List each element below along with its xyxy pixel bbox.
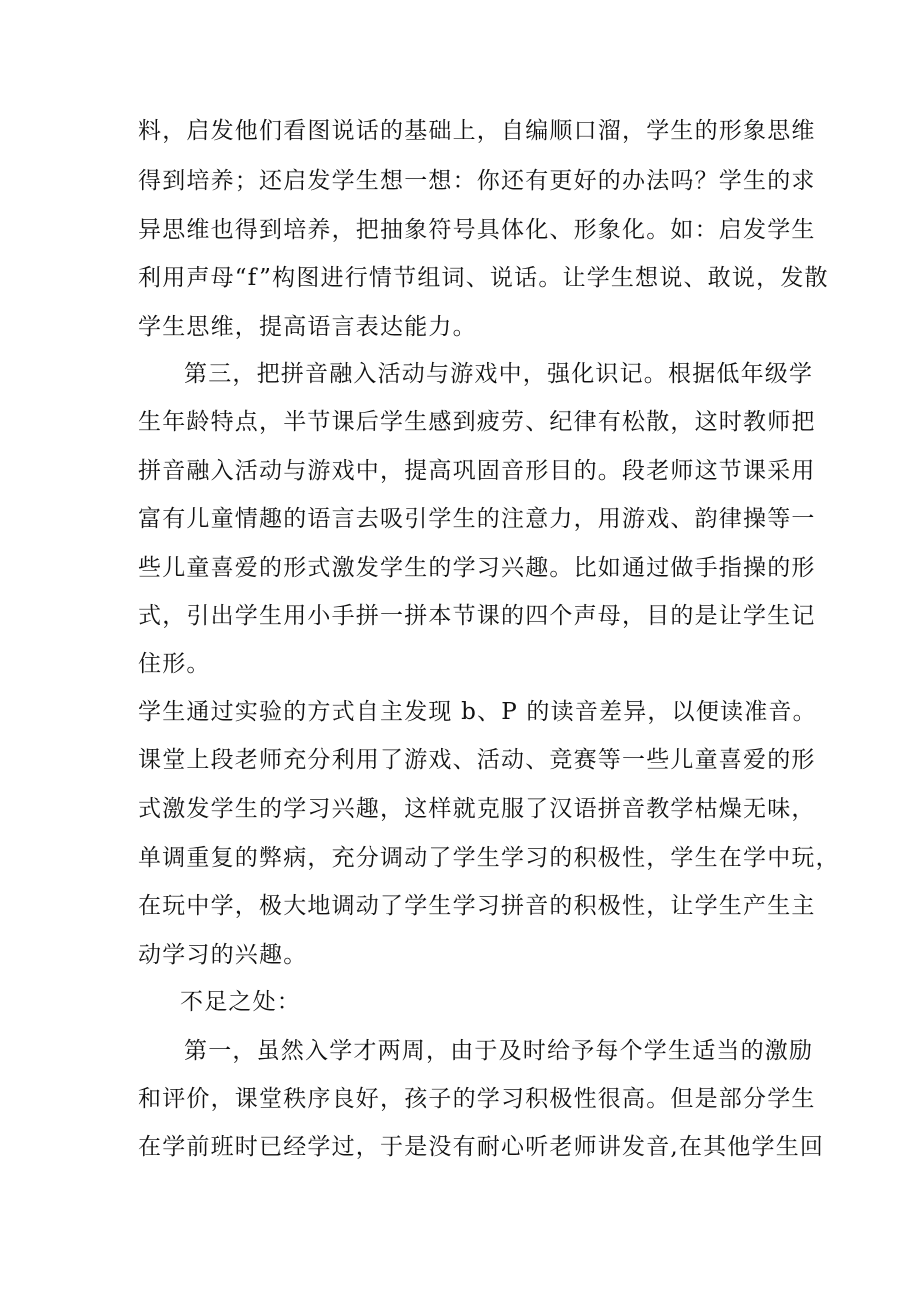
text-line: 课堂上段老师充分利用了游戏、活动、竞赛等一些儿童喜爱的形 — [138, 747, 816, 773]
text-line: 拼音融入活动与游戏中，提高巩固音形目的。段老师这节课采用 — [138, 458, 816, 484]
paragraph-first-line: 第三，把拼音融入活动与游戏中，强化识记。根据低年级学 — [184, 361, 814, 387]
text-line: 单调重复的弊病，充分调动了学生学习的积极性，学生在学中玩， — [138, 845, 840, 871]
text-line: 些儿童喜爱的形式激发学生的学习兴趣。比如通过做手指操的形 — [138, 555, 816, 581]
text-line: 动学习的兴趣。 — [138, 942, 308, 968]
text-line: 在玩中学，极大地调动了学生学习拼音的积极性，让学生产生主 — [138, 893, 816, 919]
text-line: 异思维也得到培养，把抽象符号具体化、形象化。如：启发学生 — [138, 217, 816, 243]
text-line: 学生思维，提高语言表达能力。 — [138, 314, 477, 340]
section-heading: 不足之处： — [180, 989, 301, 1015]
text-line: 生年龄特点，半节课后学生感到疲劳、纪律有松散，这时教师把 — [138, 409, 816, 435]
text-line: 料，启发他们看图说话的基础上，自编顺口溜，学生的形象思维 — [138, 118, 816, 144]
text-line: 住形。 — [138, 651, 211, 677]
text-line: 学生通过实验的方式自主发现 b、P 的读音差异，以便读准音。 — [138, 699, 817, 725]
text-line: 得到培养；还启发学生想一想：你还有更好的办法吗？学生的求 — [138, 168, 816, 194]
text-line: 富有儿童情趣的语言去吸引学生的注意力，用游戏、韵律操等一 — [138, 506, 816, 532]
text-line: 式激发学生的学习兴趣，这样就克服了汉语拼音教学枯燥无味， — [138, 796, 816, 822]
text-line: 式，引出学生用小手拼一拼本节课的四个声母，目的是让学生记 — [138, 603, 816, 629]
text-line: 和评价，课堂秩序良好，孩子的学习积极性很高。但是部分学生 — [138, 1086, 816, 1112]
text-line: 利用声母“f”构图进行情节组词、说话。让学生想说、敢说，发散 — [138, 265, 829, 291]
paragraph-first-line: 第一，虽然入学才两周，由于及时给予每个学生适当的激励 — [184, 1038, 814, 1064]
text-line: 在学前班时已经学过，于是没有耐心听老师讲发音,在其他学生回 — [138, 1134, 825, 1160]
